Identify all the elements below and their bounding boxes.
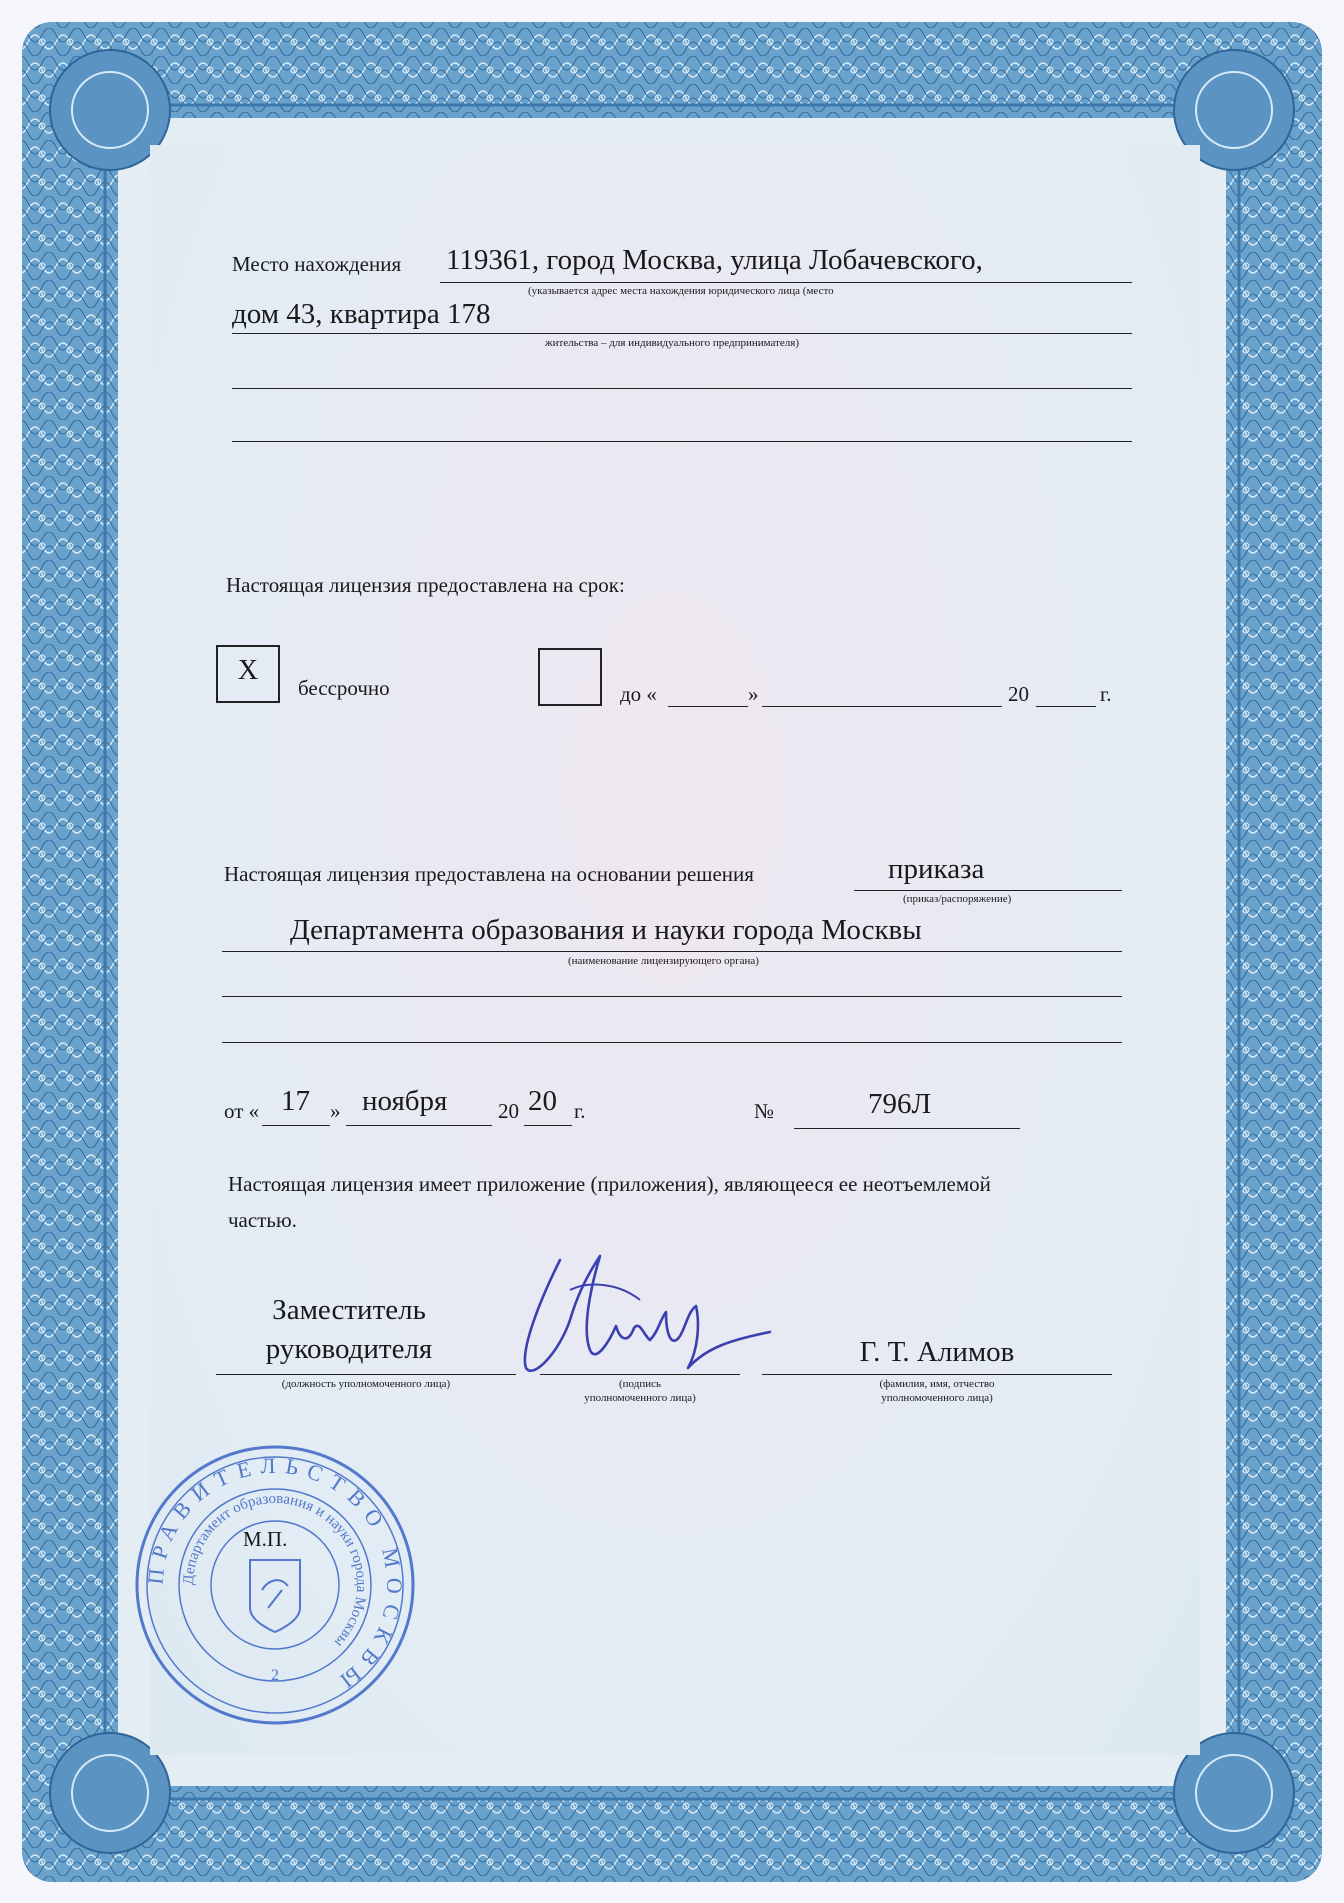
stamp-inner-text: Департамент образования и науки города Москвы: [180, 1490, 370, 1650]
until-quote-close: »: [748, 682, 759, 706]
number-line: [794, 1128, 1020, 1129]
term-heading: Настоящая лицензия предоставлена на срок:: [226, 573, 625, 597]
decision-type: приказа: [888, 853, 985, 885]
address-line-3: [232, 388, 1132, 389]
handwritten-signature: [500, 1240, 780, 1390]
address-value-2: дом 43, квартира 178: [232, 298, 491, 330]
date-month: ноября: [362, 1085, 448, 1117]
position-underline: [216, 1374, 516, 1375]
until-month-line: [762, 706, 1002, 707]
until-date-checkbox[interactable]: [538, 648, 602, 706]
position-line-2: руководителя: [265, 1333, 433, 1365]
until-year-suffix: г.: [1100, 682, 1112, 706]
basis-label: Настоящая лицензия предоставлена на основании решения: [224, 862, 754, 886]
authority-name: Департамента образования и науки города Москвы: [290, 914, 922, 946]
signature-underline: [540, 1374, 740, 1375]
stamp-number: 2: [271, 1667, 279, 1684]
date-year-suffix: г.: [574, 1099, 586, 1123]
authority-line-3: [222, 1042, 1122, 1043]
name-hint-2: уполномоченного лица): [881, 1392, 993, 1404]
signature-hint-1: (подпись: [618, 1378, 661, 1390]
until-prefix: до «: [620, 682, 657, 706]
authority-hint: (наименование лицензирующего органа): [568, 955, 759, 967]
date-quote-close: »: [330, 1099, 341, 1123]
address-hint-2: жительства – для индивидуального предпринимателя): [545, 337, 799, 349]
signature-hint-2: уполномоченного лица): [584, 1392, 696, 1404]
until-year-prefix: 20: [1008, 682, 1029, 706]
date-year-line: [524, 1125, 572, 1126]
authority-line-2: [222, 996, 1122, 997]
position-hint: (должность уполномоченного лица): [281, 1378, 451, 1390]
indefinite-checkbox[interactable]: [216, 645, 280, 703]
decision-hint: (приказ/распоряжение): [903, 893, 1012, 905]
address-line-1: [440, 282, 1132, 283]
address-label: Место нахождения: [232, 252, 402, 276]
position-line-1: Заместитель: [272, 1294, 426, 1326]
address-hint-1: (указывается адрес места нахождения юридического лица (место: [528, 285, 834, 297]
until-day-line: [668, 706, 748, 707]
stamp-ring-text: ПРАВИТЕЛЬСТВО МОСКВЫ: [142, 1452, 408, 1699]
address-line-4: [232, 441, 1132, 442]
decision-type-line: [854, 890, 1122, 891]
indefinite-label: бессрочно: [298, 676, 390, 700]
date-year-prefix: 20: [498, 1099, 519, 1123]
name-hint-1: (фамилия, имя, отчество: [879, 1378, 995, 1390]
mp-label: М.П.: [243, 1527, 288, 1551]
date-month-line: [346, 1125, 492, 1126]
name-underline: [762, 1374, 1112, 1375]
license-number: 796Л: [868, 1088, 932, 1120]
address-value-1: 119361, город Москва, улица Лобачевского,: [446, 244, 983, 276]
date-year: 20: [528, 1085, 557, 1117]
until-year-line: [1036, 706, 1096, 707]
official-stamp: [130, 1440, 420, 1730]
date-day-line: [262, 1125, 330, 1126]
date-from-prefix: от «: [224, 1099, 260, 1123]
address-line-2: [232, 333, 1132, 334]
checkbox-mark: X: [237, 655, 259, 686]
signatory-name: Г. Т. Алимов: [859, 1336, 1015, 1368]
number-sign: №: [754, 1099, 775, 1123]
appendix-line-1: Настоящая лицензия имеет приложение (приложения), являющееся ее неотъемлемой: [228, 1172, 991, 1196]
authority-line: [222, 951, 1122, 952]
date-day: 17: [281, 1085, 310, 1117]
appendix-line-2: частью.: [228, 1208, 297, 1232]
